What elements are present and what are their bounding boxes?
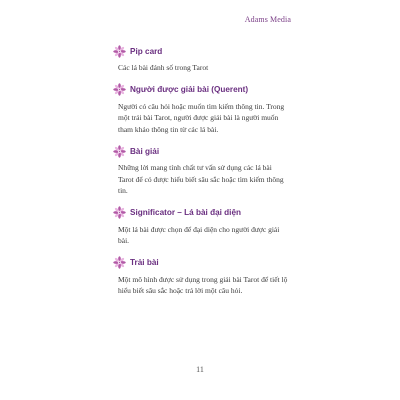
flower-icon bbox=[113, 206, 126, 219]
flower-icon bbox=[113, 256, 126, 269]
glossary-definition: Các lá bài đánh số trong Tarot bbox=[118, 63, 209, 72]
flower-icon bbox=[113, 145, 126, 158]
glossary-definition: Những lời mang tính chất tư vấn sử dụng các lá bài Tarot để có được hiểu biết sâu sắc hoặc tìm kiếm thông tin. bbox=[118, 163, 284, 195]
glossary-term: Người được giải bài (Querent) bbox=[130, 85, 249, 94]
glossary-definition: Một mô hình được sử dụng trong giải bài Tarot để tiết lộ hiểu biết sâu sắc hoặc trả lời một câu hỏi. bbox=[118, 274, 288, 295]
glossary-entry bbox=[113, 144, 293, 197]
glossary-entry bbox=[113, 83, 293, 136]
glossary-entry bbox=[113, 206, 293, 247]
glossary-term: Trải bài bbox=[130, 258, 159, 267]
glossary-term: Significator – Lá bài đại diện bbox=[130, 208, 242, 217]
page-number: 11 bbox=[196, 365, 204, 374]
glossary-term: Pip card bbox=[130, 46, 163, 56]
glossary-term: Bài giải bbox=[130, 146, 160, 156]
glossary-list bbox=[113, 44, 293, 297]
flower-icon bbox=[113, 45, 126, 58]
glossary-definition: Người có câu hỏi hoặc muốn tìm kiếm thông tin. Trong một trải bài Tarot, người được giải bài là người muốn tham khảo thông tin từ các lá bài. bbox=[118, 101, 285, 134]
flower-icon bbox=[113, 83, 126, 96]
glossary-entry bbox=[113, 44, 293, 74]
glossary-definition: Một lá bài được chọn để đại diện cho người được giải bài. bbox=[118, 224, 280, 245]
glossary-entry bbox=[113, 256, 293, 297]
running-header-publisher: Adams Media bbox=[244, 15, 291, 24]
